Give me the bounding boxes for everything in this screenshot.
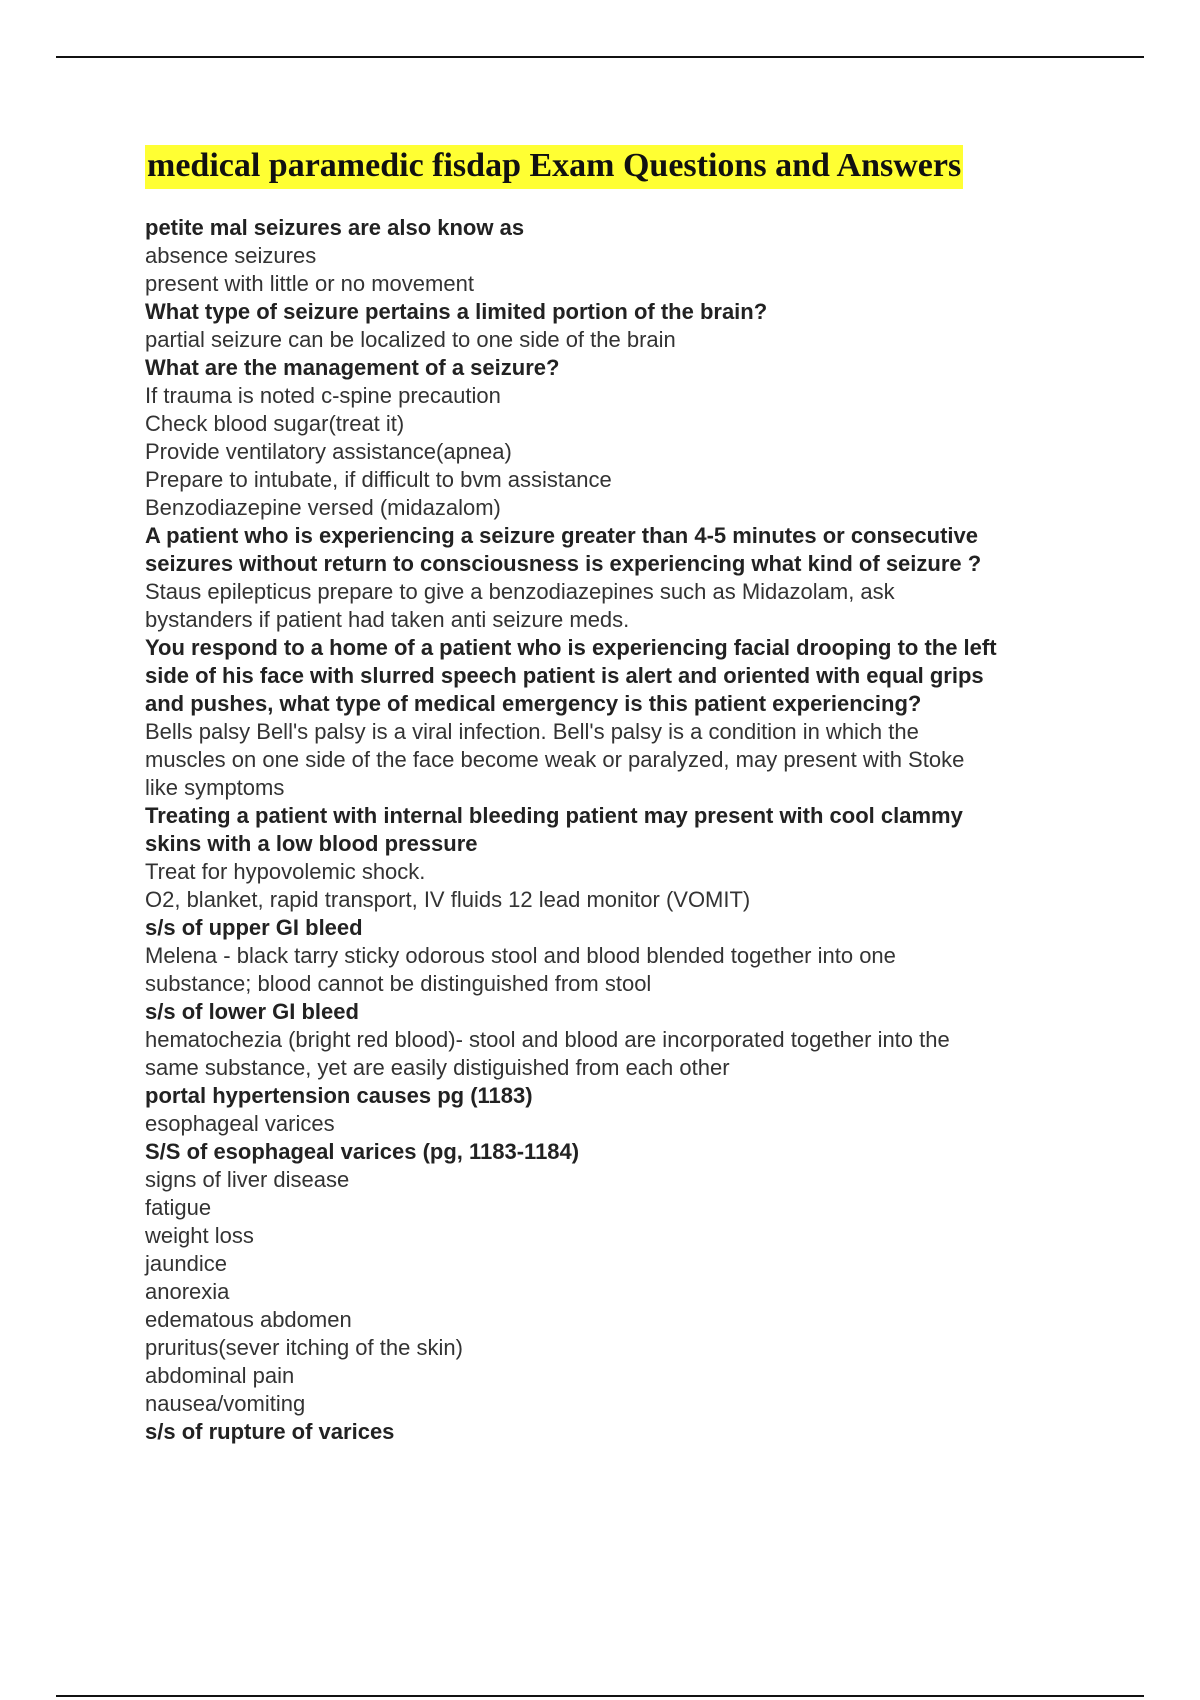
answer-line: anorexia: [145, 1279, 230, 1304]
question-line: side of his face with slurred speech patient is alert and oriented with equal grips: [145, 663, 984, 688]
question-line: S/S of esophageal varices (pg, 1183-1184): [145, 1139, 580, 1164]
answer-line: pruritus(sever itching of the skin): [145, 1335, 463, 1360]
question-line: What type of seizure pertains a limited portion of the brain?: [145, 299, 768, 324]
answer-line: Treat for hypovolemic shock.: [145, 859, 426, 884]
answer-line: If trauma is noted c-spine precaution: [145, 383, 501, 408]
answer-line: esophageal varices: [145, 1111, 335, 1136]
answer-line: fatigue: [145, 1195, 212, 1220]
answer-line: same substance, yet are easily distiguished from each other: [145, 1055, 730, 1080]
answer-line: signs of liver disease: [145, 1167, 350, 1192]
bottom-rule: [56, 1695, 1144, 1697]
answer-line: absence seizures: [145, 243, 317, 268]
question-line: s/s of rupture of varices: [145, 1419, 395, 1444]
answer-line: substance; blood cannot be distinguished from stool: [145, 971, 652, 996]
question-line: What are the management of a seizure?: [145, 355, 560, 380]
answer-line: abdominal pain: [145, 1363, 295, 1388]
question-line: skins with a low blood pressure: [145, 831, 478, 856]
answer-line: Melena - black tarry sticky odorous stool and blood blended together into one: [145, 943, 896, 968]
answer-line: muscles on one side of the face become weak or paralyzed, may present with Stoke: [145, 747, 965, 772]
question-line: portal hypertension causes pg (1183): [145, 1083, 533, 1108]
answer-line: partial seizure can be localized to one side of the brain: [145, 327, 676, 352]
document-title: medical paramedic fisdap Exam Questions and Answers: [145, 145, 963, 189]
answer-line: bystanders if patient had taken anti seizure meds.: [145, 607, 630, 632]
question-line: and pushes, what type of medical emergency is this patient experiencing?: [145, 691, 922, 716]
answer-line: Provide ventilatory assistance(apnea): [145, 439, 512, 464]
answer-line: weight loss: [145, 1223, 254, 1248]
answer-line: Check blood sugar(treat it): [145, 411, 405, 436]
answer-line: present with little or no movement: [145, 271, 474, 296]
question-line: petite mal seizures are also know as: [145, 215, 525, 240]
question-line: You respond to a home of a patient who is experiencing facial drooping to the left: [145, 635, 997, 660]
answer-line: edematous abdomen: [145, 1307, 352, 1332]
answer-line: Bells palsy Bell's palsy is a viral infection. Bell's palsy is a condition in which the: [145, 719, 919, 744]
question-line: s/s of upper GI bleed: [145, 915, 363, 940]
question-line: seizures without return to consciousness is experiencing what kind of seizure ?: [145, 551, 982, 576]
answer-line: Staus epilepticus prepare to give a benzodiazepines such as Midazolam, ask: [145, 579, 895, 604]
answer-line: Prepare to intubate, if difficult to bvm assistance: [145, 467, 612, 492]
top-rule: [56, 56, 1144, 58]
answer-line: Benzodiazepine versed (midazalom): [145, 495, 501, 520]
answer-line: nausea/vomiting: [145, 1391, 306, 1416]
document-page: [145, 145, 1105, 1446]
answer-line: O2, blanket, rapid transport, IV fluids 12 lead monitor (VOMIT): [145, 887, 751, 912]
question-line: s/s of lower GI bleed: [145, 999, 359, 1024]
answer-line: like symptoms: [145, 775, 285, 800]
question-line: A patient who is experiencing a seizure greater than 4-5 minutes or consecutive: [145, 523, 978, 548]
answer-line: jaundice: [145, 1251, 227, 1276]
answer-line: hematochezia (bright red blood)- stool and blood are incorporated together into the: [145, 1027, 950, 1052]
qa-list: [145, 214, 1105, 1446]
question-line: Treating a patient with internal bleeding patient may present with cool clammy: [145, 803, 963, 828]
